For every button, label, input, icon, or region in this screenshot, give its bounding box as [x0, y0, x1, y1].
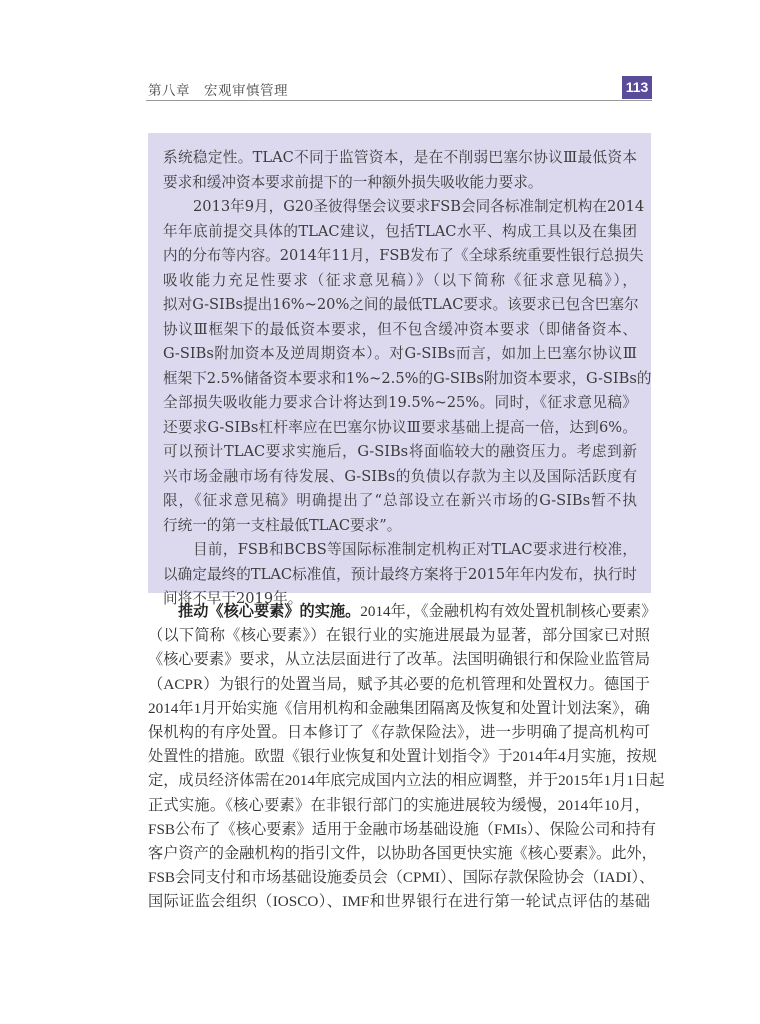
text-line: 兴市场金融市场有待发展、G-SIBs的负债以存款为主以及国际活跃度有	[163, 467, 637, 485]
text-line: 处置性的措施。欧盟《银行业恢复和处置计划指令》于2014年4月实施，按规	[148, 748, 657, 766]
text-line: 要求和缓冲资本要求前提下的一种额外损失吸收能力要求。	[163, 173, 543, 191]
text-line: 正式实施。《核心要素》在非银行部门的实施进展较为缓慢，2014年10月，	[148, 796, 650, 814]
text-line: （ACPR）为银行的处置当局，赋予其必要的危机管理和处置权力。德国于	[148, 675, 650, 693]
text-line: 以确定最终的TLAC标准值，预计最终方案将于2015年年内发布，执行时	[163, 565, 637, 583]
text-line: 内的分布等内容。2014年11月，FSB发布了《全球系统重要性银行总损失	[163, 247, 644, 264]
text-line: 系统稳定性。TLAC不同于监管资本，是在不削弱巴塞尔协议Ⅲ最低资本	[163, 149, 637, 166]
text-line: （以下简称《核心要素》）在银行业的实施进展最为显著，部分国家已对照	[148, 627, 650, 645]
text-line: 保机构的有序处置。日本修订了《存款保险法》，进一步明确了提高机构可	[148, 723, 650, 741]
text-line: 拟对G-SIBs提出16%~20%之间的最低TLAC要求。该要求已包含巴塞尔	[163, 296, 639, 313]
text-line: 客户资产的金融机构的指引文件，以协助各国更快实施《核心要素》。此外，	[148, 844, 657, 862]
text-line: G-SIBs附加资本及逆周期资本）。对G-SIBs而言，如加上巴塞尔协议Ⅲ	[163, 345, 637, 362]
text-line: 年年底前提交具体的TLAC建议，包括TLAC水平、构成工具以及在集团	[163, 222, 637, 240]
text-line: 吸收能力充足性要求（征求意见稿）》（以下简称《征求意见稿》），	[163, 271, 637, 289]
text-line: 全部损失吸收能力要求合计将达到19.5%~25%。同时，《征求意见稿》	[163, 394, 637, 411]
lead-text: 2014年，《金融机构有效处置机制核心要素》	[360, 603, 657, 620]
text-line: FSB会同支付和市场基础设施委员会（CPMI）、国际存款保险协会（IADI）、	[148, 869, 655, 887]
text-line: 行统一的第一支柱最低TLAC要求”。	[163, 516, 402, 534]
text-line: 框架下2.5%储备资本要求和1%~2.5%的G-SIBs附加资本要求，G-SIBs的	[163, 369, 652, 387]
text-line: 可以预计TLAC要求实施后，G-SIBs将面临较大的融资压力。考虑到新	[163, 443, 637, 460]
text-line: 目前，FSB和BCBS等国际标准制定机构正对TLAC要求进行校准，	[193, 541, 637, 558]
running-header	[146, 76, 652, 101]
chapter-title: 第八章 宏观审慎管理	[148, 83, 288, 99]
text-line: 协议Ⅲ框架下的最低资本要求，但不包含缓冲资本要求（即储备资本、	[163, 320, 637, 338]
section-heading: 推动《核心要素》的实施。	[178, 603, 361, 620]
text-line: 还要求G-SIBs杠杆率应在巴塞尔协议Ⅲ要求基础上提高一倍，达到6%。	[163, 418, 637, 436]
text-line: 定，成员经济体需在2014年底完成国内立法的相应调整，并于2015年1月1日起	[148, 772, 665, 790]
text-line: 国际证监会组织（IOSCO）、IMF和世界银行在进行第一轮试点评估的基础	[148, 893, 650, 911]
text-line: 间将不早于2019年。	[163, 590, 303, 607]
page-number: 113	[622, 76, 652, 99]
body-text	[148, 600, 665, 914]
text-line: 2014年1月开始实施《信用机构和金融集团隔离及恢复和处置计划法案》，确	[148, 699, 650, 717]
text-line: 限，《征求意见稿》明确提出了“总部设立在新兴市场的G-SIBs暂不执	[163, 492, 637, 509]
highlight-box	[148, 133, 652, 607]
text-line: FSB公布了《核心要素》适用于金融市场基础设施（FMIs）、保险公司和持有	[148, 820, 656, 838]
text-line: 2013年9月，G20圣彼得堡会议要求FSB会同各标准制定机构在2014	[193, 198, 645, 215]
body-lead-line	[148, 600, 657, 624]
text-line: 《核心要素》要求，从立法层面进行了改革。法国明确银行和保险业监管局	[148, 651, 650, 669]
